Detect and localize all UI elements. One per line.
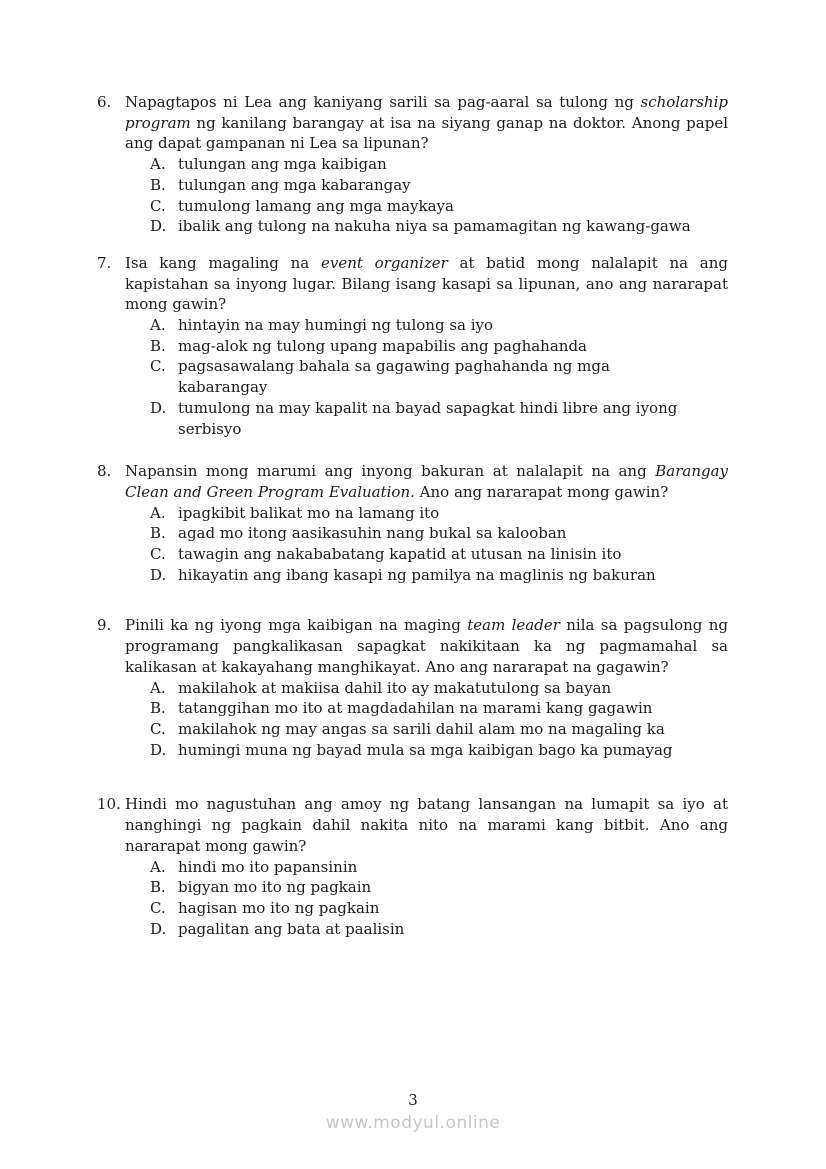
question-number: 10. — [97, 795, 121, 814]
choice-letter: B. — [150, 175, 166, 194]
choices-list — [150, 678, 728, 761]
question-9 — [97, 615, 728, 760]
question-text — [125, 615, 728, 677]
choice-text: tulungan ang mga kaibigan — [178, 155, 387, 174]
question-text-pre: Pinili ka ng iyong mga kaibigan na maging — [125, 616, 468, 635]
question-text-italic: Barangay Clean and Green Program Evaluation. — [125, 462, 728, 501]
choice-row — [150, 898, 728, 919]
choice-letter: B. — [150, 524, 166, 543]
choice-text: hindi mo ito papansinin — [178, 857, 358, 876]
question-text-post: at batid mong nalalapit na ang kapistahan sa inyong lugar. Bilang isang kasapi sa lipunan, ano ang nararapat mong gawin? — [125, 253, 728, 314]
question-text — [125, 92, 728, 154]
choice-row — [150, 196, 728, 217]
question-text-italic: event organizer — [320, 253, 448, 272]
question-text — [125, 253, 728, 315]
question-6 — [97, 92, 728, 237]
question-text-pre: Napagtapos ni Lea ang kaniyang sarili sa pag-aaral sa tulong ng — [125, 93, 641, 111]
question-text-post: nila sa pagsulong ng programang pangkalikasan sapagkat nakikitaan ka ng pagmamahal sa kalikasan at kakayahang manghikayat. Ano ang nararapat na gagawin? — [125, 616, 728, 676]
choice-text: tatanggihan mo ito at magdadahilan na marami kang gagawin — [178, 699, 653, 718]
choice-row — [150, 565, 728, 586]
choice-letter: A. — [150, 503, 166, 522]
choice-letter: B. — [150, 699, 166, 718]
choices-list — [150, 315, 728, 439]
question-text — [125, 461, 728, 502]
question-text-pre: Hindi mo nagustuhan ang amoy ng batang lansangan na lumapit sa iyo at nanghingi ng pagkain dahil nakita nito na marami kang bitbit. Ano ang nararapat mong gawin? — [125, 795, 728, 855]
question-8 — [97, 461, 728, 585]
question-number: 8. — [97, 462, 112, 481]
question-7 — [97, 253, 728, 439]
choices-list — [150, 154, 728, 237]
choice-row — [150, 719, 728, 740]
choice-letter: A. — [150, 155, 166, 174]
choice-letter: D. — [150, 740, 167, 759]
choice-row — [150, 315, 728, 336]
choice-row — [150, 356, 728, 397]
choice-row — [150, 175, 728, 196]
choice-letter: D. — [150, 398, 167, 417]
question-number: 6. — [97, 93, 112, 111]
choices-list — [150, 503, 728, 586]
choice-text: pagsasawalang bahala sa gagawing paghahanda ng mga kabarangay — [178, 357, 610, 397]
question-text-post: Ano ang nararapat mong gawin? — [414, 482, 669, 501]
choice-letter: C. — [150, 196, 166, 215]
question-number: 7. — [97, 253, 112, 272]
choice-row — [150, 503, 728, 524]
question-text — [125, 794, 728, 856]
choice-text: hagisan mo ito ng pagkain — [178, 898, 380, 917]
choice-letter: D. — [150, 217, 167, 236]
question-text-post: ng kanilang barangay at isa na siyang ganap na doktor. Anong papel ang dapat gampanan ni Lea sa lipunan? — [125, 113, 728, 153]
question-number: 9. — [97, 616, 112, 635]
question-text-pre: Isa kang magaling na — [125, 253, 321, 272]
choice-row — [150, 336, 728, 357]
choice-row — [150, 698, 728, 719]
choice-text: makilahok at makiisa dahil ito ay makatutulong sa bayan — [178, 678, 612, 697]
question-text-pre: Napansin mong marumi ang inyong bakuran at nalalapit na ang — [125, 462, 656, 481]
choice-letter: A. — [150, 857, 166, 876]
choice-row — [150, 857, 728, 878]
choice-letter: B. — [150, 878, 166, 897]
choice-text: hintayin na may humingi ng tulong sa iyo — [178, 316, 494, 335]
choice-row — [150, 154, 728, 175]
choice-letter: D. — [150, 919, 167, 938]
choice-row — [150, 740, 728, 761]
choice-text: tulungan ang mga kabarangay — [178, 175, 411, 194]
choice-row — [150, 523, 728, 544]
page-number: 3 — [408, 1091, 418, 1109]
choice-text: tumulong lamang ang mga maykaya — [178, 196, 454, 215]
choice-letter: C. — [150, 898, 166, 917]
question-text-italic: scholarship program — [125, 93, 728, 132]
choice-letter: D. — [150, 565, 167, 584]
question-10 — [97, 794, 728, 939]
choice-text: mag-alok ng tulong upang mapabilis ang paghahanda — [178, 336, 587, 355]
choice-letter: C. — [150, 719, 166, 738]
choice-text: agad mo itong aasikasuhin nang bukal sa kalooban — [178, 524, 567, 543]
choice-row — [150, 216, 728, 237]
choice-text: humingi muna ng bayad mula sa mga kaibigan bago ka pumayag — [178, 740, 673, 759]
choice-text: pagalitan ang bata at paalisin — [178, 919, 405, 938]
choice-letter: A. — [150, 316, 166, 335]
choice-letter: C. — [150, 357, 166, 376]
choice-row — [150, 877, 728, 898]
choice-row — [150, 678, 728, 699]
choice-row — [150, 919, 728, 940]
choice-letter: B. — [150, 336, 166, 355]
question-text-italic: team leader — [467, 616, 560, 635]
choice-text: makilahok ng may angas sa sarili dahil alam mo na magaling ka — [178, 719, 665, 738]
choice-text: bigyan mo ito ng pagkain — [178, 878, 372, 897]
choice-letter: A. — [150, 678, 166, 697]
watermark: www.modyul.online — [325, 1113, 501, 1133]
choice-text: tawagin ang nakababatang kapatid at utusan na linisin ito — [178, 545, 622, 564]
choices-list — [150, 857, 728, 940]
choice-text: ipagkibit balikat mo na lamang ito — [178, 503, 440, 522]
choice-row — [150, 398, 728, 439]
choice-row — [150, 544, 728, 565]
choice-letter: C. — [150, 545, 166, 564]
choice-text: tumulong na may kapalit na bayad sapagkat hindi libre ang iyong serbisyo — [178, 398, 678, 438]
choice-text: hikayatin ang ibang kasapi ng pamilya na maglinis ng bakuran — [178, 565, 656, 584]
choice-text: ibalik ang tulong na nakuha niya sa pamamagitan ng kawang-gawa — [178, 217, 691, 236]
